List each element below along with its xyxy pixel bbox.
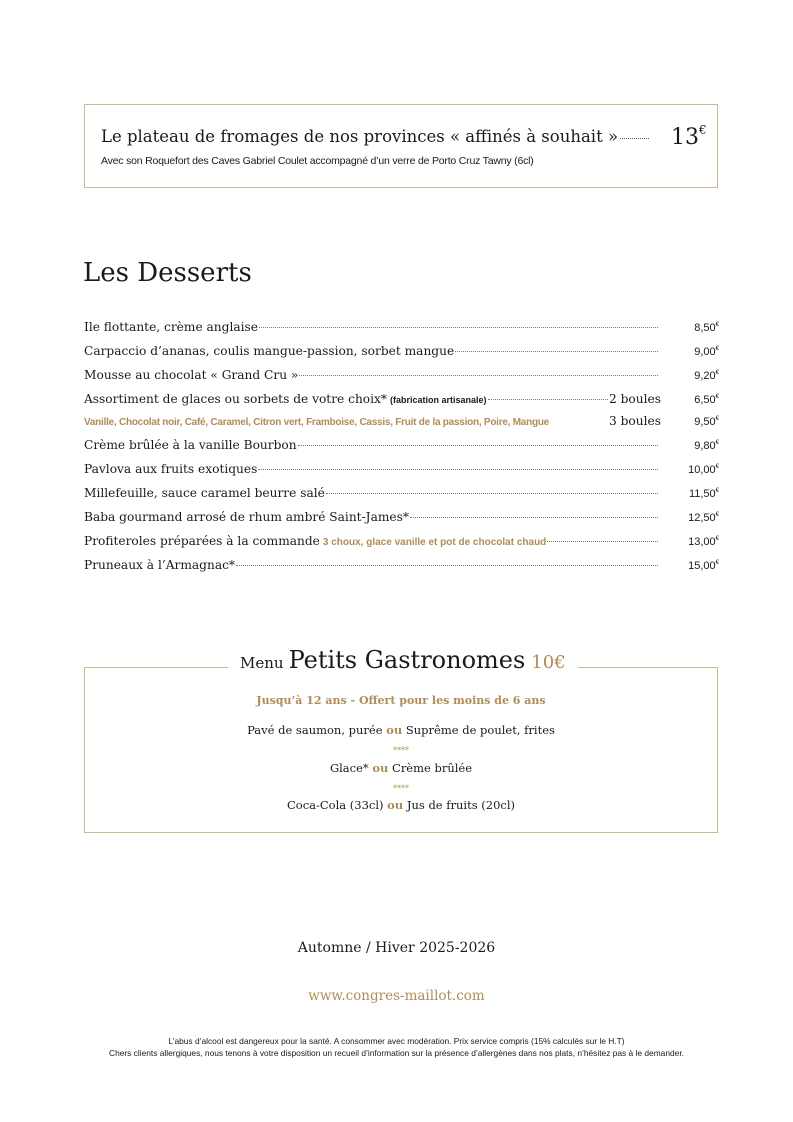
flavors-list: Vanille, Chocolat noir, Café, Caramel, Citron vert, Framboise, Cassis, Fruit de la passion, Poire, Mangue bbox=[84, 417, 549, 428]
dessert-name: Profiteroles préparées à la commande bbox=[84, 534, 320, 548]
menu-word: Menu bbox=[240, 654, 284, 672]
cheese-box bbox=[84, 104, 718, 188]
dessert-price: 10,00€ bbox=[688, 464, 719, 476]
kids-course-dessert: Glace* ou Crème brûlée bbox=[329, 761, 473, 775]
dessert-price: 6,50€ bbox=[694, 394, 719, 406]
dessert-note: 3 choux, glace vanille et pot de chocolat chaud bbox=[322, 537, 547, 548]
or-word: ou bbox=[387, 798, 404, 812]
dessert-row bbox=[84, 392, 719, 412]
dessert-price: 9,00€ bbox=[694, 346, 719, 358]
or-word: ou bbox=[372, 761, 389, 775]
dessert-note: (fabrication artisanale) bbox=[390, 395, 487, 405]
kids-menu-price: 10€ bbox=[531, 652, 566, 673]
dessert-name: Baba gourmand arrosé de rhum ambré Saint-James* bbox=[84, 510, 409, 524]
kids-menu-name: Petits Gastronomes bbox=[288, 646, 526, 674]
dot-leader bbox=[258, 469, 658, 470]
cheese-title: Le plateau de fromages de nos provinces « affinés à souhait » bbox=[101, 127, 619, 146]
dot-leader bbox=[455, 351, 658, 352]
dessert-name: Assortiment de glaces ou sorbets de votre choix* bbox=[84, 392, 387, 406]
dot-leader bbox=[259, 327, 658, 328]
dot-leader bbox=[299, 375, 658, 376]
separator: **** bbox=[393, 746, 409, 755]
legal-alcohol: L’abus d’alcool est dangereux pour la santé. A consommer avec modération. Prix service compris (15% calculés sur le H.T) bbox=[168, 1036, 625, 1046]
dot-leader bbox=[326, 493, 658, 494]
dessert-row bbox=[84, 510, 719, 530]
dot-leader bbox=[488, 399, 608, 400]
dessert-row bbox=[84, 534, 719, 554]
dessert-price: 8,50€ bbox=[694, 322, 719, 334]
dessert-name: Mousse au chocolat « Grand Cru » bbox=[84, 368, 299, 382]
separator: **** bbox=[393, 784, 409, 793]
cheese-price-value: 13 bbox=[671, 125, 699, 150]
flavors-qty: 3 boules bbox=[609, 414, 661, 428]
kids-course-main: Pavé de saumon, purée ou Suprême de poulet, frites bbox=[247, 723, 555, 737]
dot-leader bbox=[298, 445, 658, 446]
dessert-price: 15,00€ bbox=[688, 560, 719, 572]
dessert-name: Ile flottante, crème anglaise bbox=[84, 320, 258, 334]
dessert-qty: 2 boules bbox=[609, 392, 661, 406]
dessert-price: 11,50€ bbox=[688, 488, 719, 500]
dot-leader bbox=[236, 565, 658, 566]
dessert-price: 9,20€ bbox=[694, 370, 719, 382]
or-word: ou bbox=[386, 723, 403, 737]
legal-allergens: Chers clients allergiques, nous tenons à votre disposition un recueil d’information sur la présence d’allergènes dans nos plats, n’hésitez pas à le demander. bbox=[109, 1048, 684, 1058]
dessert-row bbox=[84, 368, 719, 388]
dessert-row bbox=[84, 344, 719, 364]
dessert-name: Millefeuille, sauce caramel beurre salé bbox=[84, 486, 325, 500]
dessert-name: Pruneaux à l’Armagnac* bbox=[84, 558, 235, 572]
season-label: Automne / Hiver 2025-2026 bbox=[297, 940, 496, 956]
dessert-price: 12,50€ bbox=[688, 512, 719, 524]
dessert-row bbox=[84, 320, 719, 340]
dessert-price: 9,80€ bbox=[694, 440, 719, 452]
dot-leader bbox=[547, 541, 658, 542]
kids-course-drink: Coca-Cola (33cl) ou Jus de fruits (20cl) bbox=[286, 798, 516, 812]
kids-age-note: Jusqu’à 12 ans - Offert pour les moins de 6 ans bbox=[256, 694, 546, 707]
dessert-name: Carpaccio d’ananas, coulis mangue-passion, sorbet mangue bbox=[84, 344, 455, 358]
flavors-row bbox=[84, 414, 719, 434]
dessert-name: Crème brûlée à la vanille Bourbon bbox=[84, 438, 297, 452]
dessert-row bbox=[84, 438, 719, 458]
dessert-price: 13,00€ bbox=[688, 536, 719, 548]
dot-leader bbox=[620, 138, 649, 139]
dot-leader bbox=[410, 517, 658, 518]
dessert-row bbox=[84, 486, 719, 506]
cheese-title-row bbox=[101, 127, 649, 146]
website-link[interactable]: www.congres-maillot.com bbox=[308, 988, 485, 1004]
dessert-name: Pavlova aux fruits exotiques bbox=[84, 462, 258, 476]
cheese-price bbox=[671, 123, 707, 150]
kids-menu-title bbox=[228, 646, 578, 674]
flavors-price: 9,50€ bbox=[694, 416, 719, 428]
dessert-row bbox=[84, 462, 719, 482]
currency-symbol: € bbox=[699, 123, 707, 137]
desserts-title: Les Desserts bbox=[83, 258, 252, 288]
cheese-subtitle: Avec son Roquefort des Caves Gabriel Coulet accompagné d’un verre de Porto Cruz Tawny (6cl) bbox=[101, 155, 534, 167]
dessert-row bbox=[84, 558, 719, 578]
